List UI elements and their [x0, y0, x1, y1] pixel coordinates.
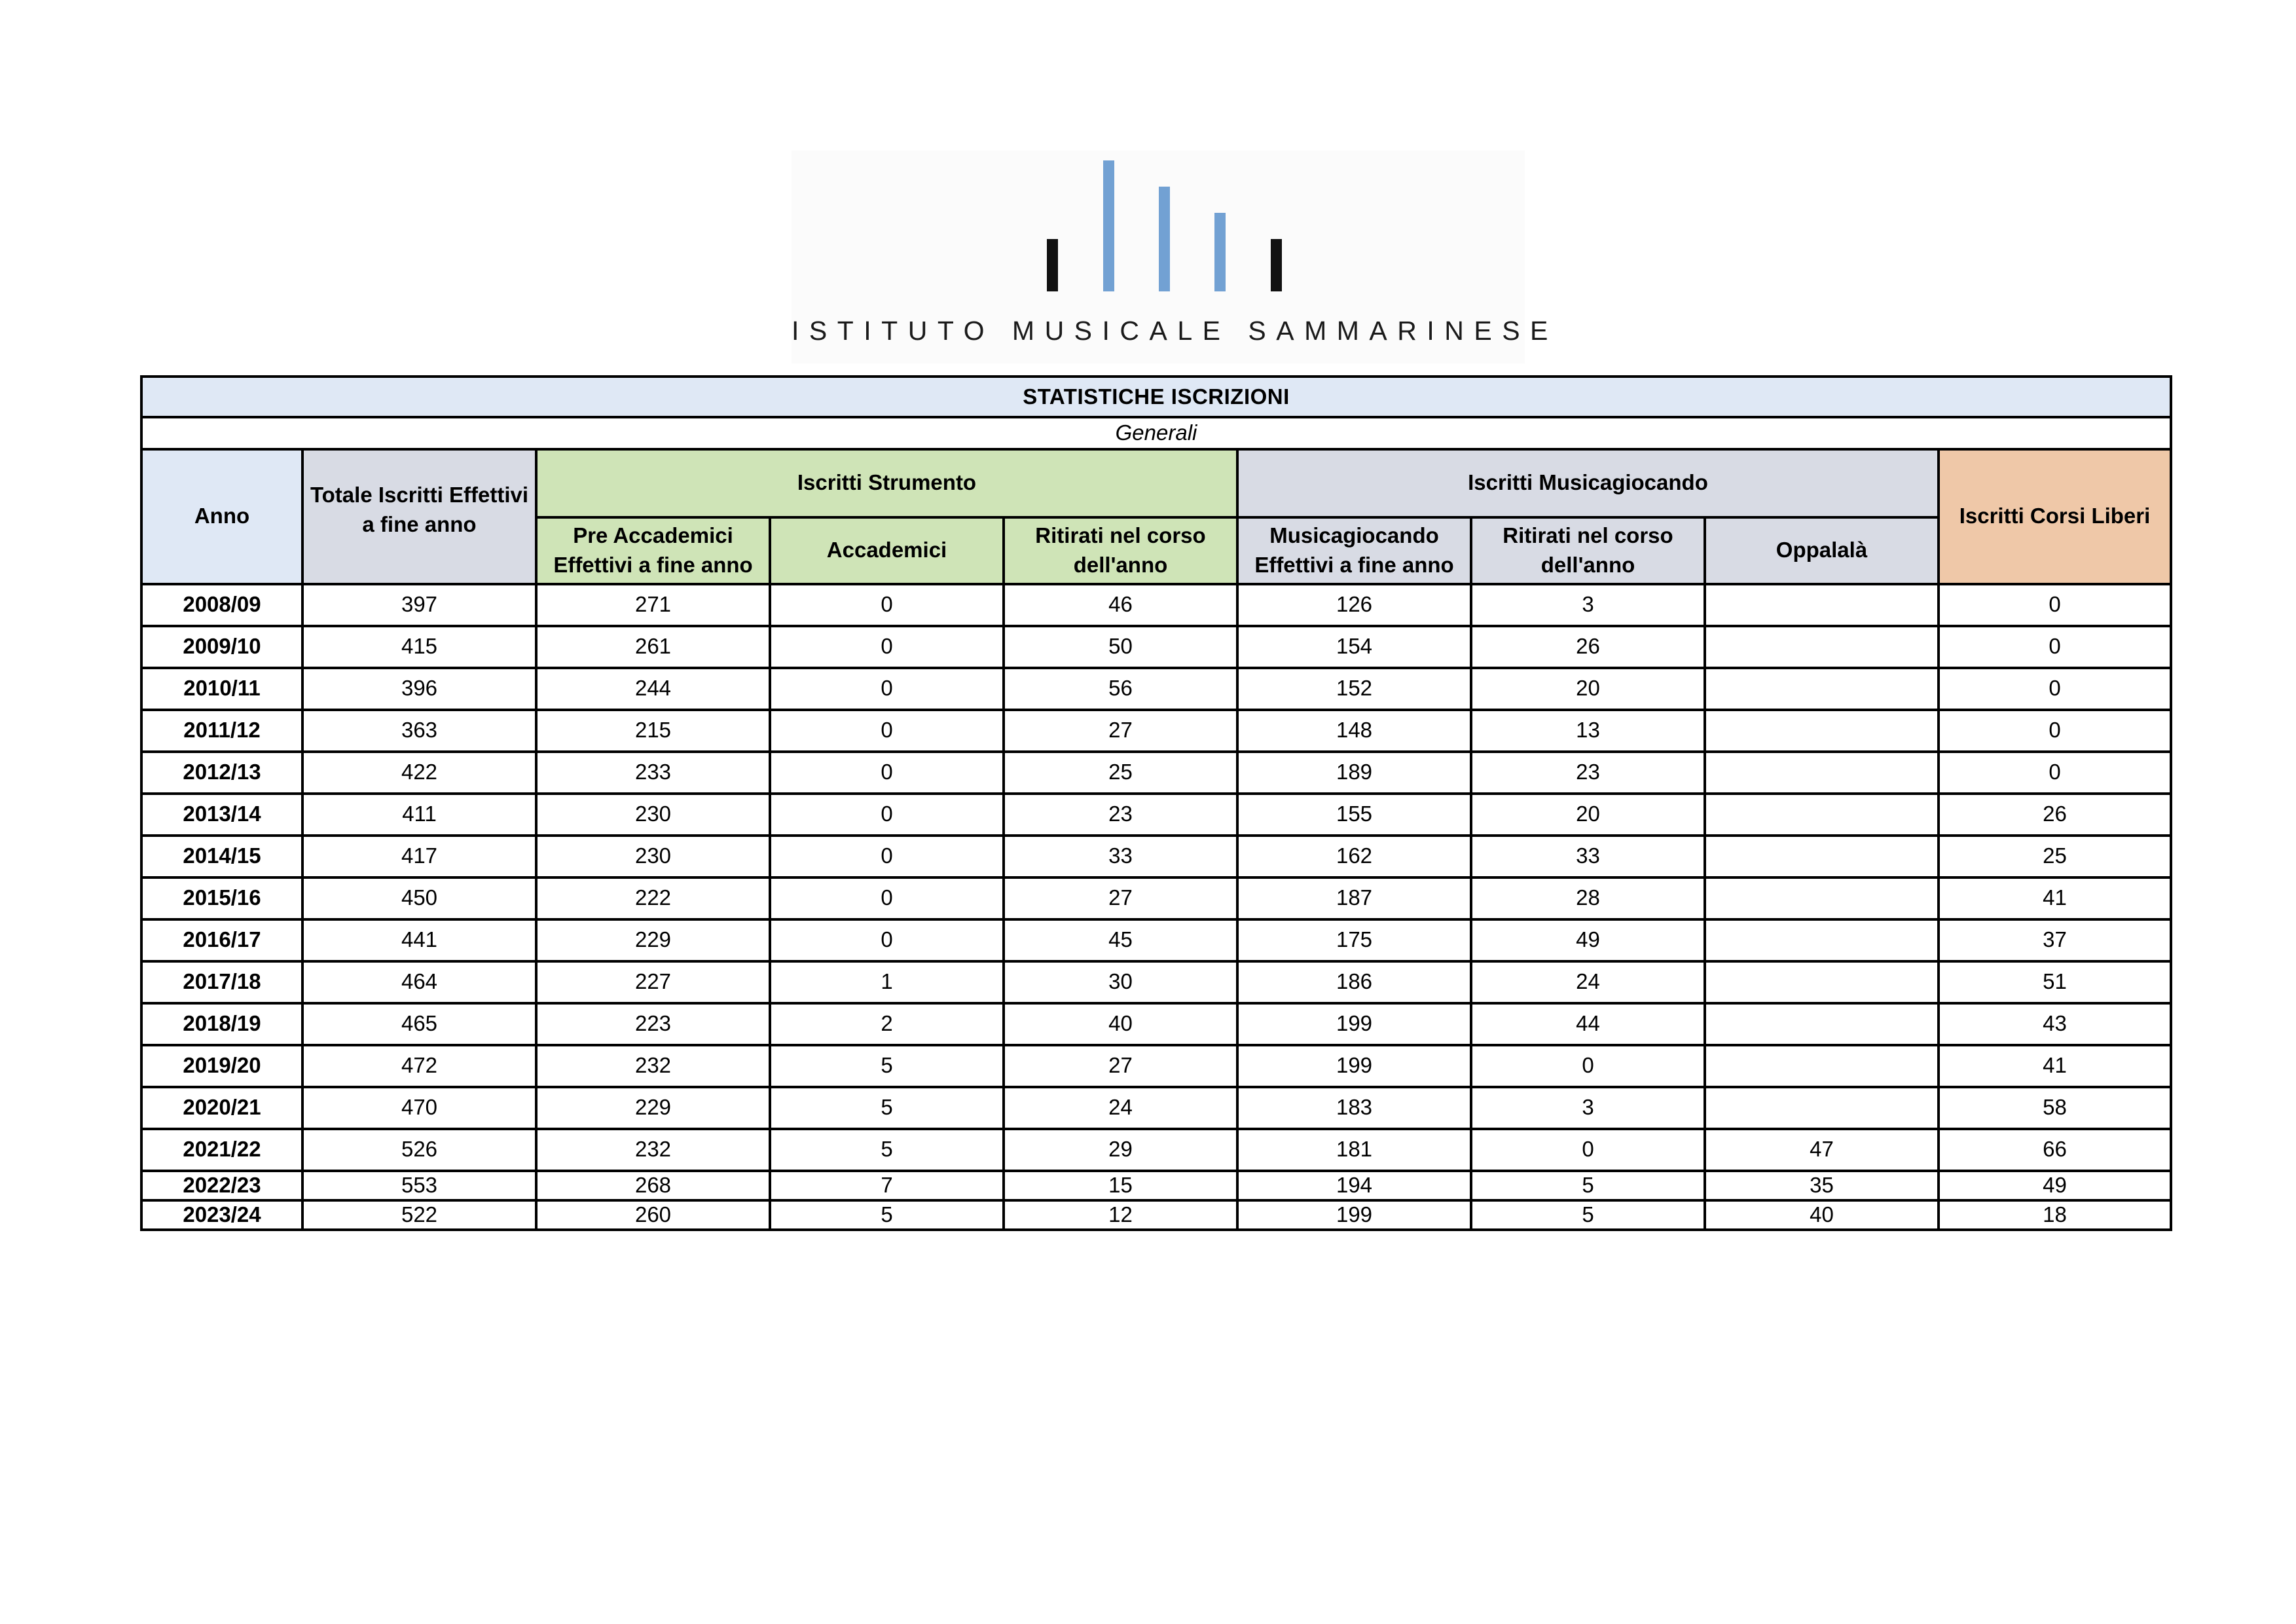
table-cell: 33 — [1004, 836, 1237, 877]
table-cell: 233 — [536, 752, 770, 794]
table-cell: 56 — [1004, 668, 1237, 710]
table-cell: 3 — [1471, 1087, 1705, 1129]
table-cell: 27 — [1004, 1045, 1237, 1087]
year-cell: 2009/10 — [141, 626, 302, 668]
table-cell: 50 — [1004, 626, 1237, 668]
table-cell: 232 — [536, 1129, 770, 1171]
table-cell: 23 — [1004, 794, 1237, 836]
table-cell: 5 — [1471, 1171, 1705, 1200]
table-cell: 0 — [1471, 1045, 1705, 1087]
table-cell: 230 — [536, 836, 770, 877]
table-cell: 199 — [1237, 1045, 1471, 1087]
header-accademici: Accademici — [770, 517, 1004, 584]
table-cell: 186 — [1237, 961, 1471, 1003]
table-row — [141, 1171, 2171, 1200]
table-cell — [1705, 877, 1939, 919]
table-row — [141, 1087, 2171, 1129]
table-cell: 20 — [1471, 668, 1705, 710]
table-row — [141, 1045, 2171, 1087]
table-cell: 3 — [1471, 584, 1705, 626]
table-row — [141, 584, 2171, 626]
table-cell — [1705, 1045, 1939, 1087]
table-cell: 181 — [1237, 1129, 1471, 1171]
header-musicagiocando: Musicagiocando Effettivi a fine anno — [1237, 517, 1471, 584]
table-cell: 41 — [1939, 877, 2171, 919]
table-cell — [1705, 961, 1939, 1003]
table-cell: 470 — [302, 1087, 536, 1129]
table-cell: 472 — [302, 1045, 536, 1087]
table-cell: 154 — [1237, 626, 1471, 668]
table-cell: 26 — [1471, 626, 1705, 668]
table-cell: 0 — [770, 710, 1004, 752]
table-cell: 27 — [1004, 877, 1237, 919]
table-cell — [1705, 584, 1939, 626]
institute-logo — [792, 151, 1558, 363]
table-cell: 5 — [770, 1045, 1004, 1087]
table-cell: 7 — [770, 1171, 1004, 1200]
table-cell: 0 — [1939, 668, 2171, 710]
table-row — [141, 961, 2171, 1003]
table-cell: 44 — [1471, 1003, 1705, 1045]
table-cell: 51 — [1939, 961, 2171, 1003]
table-cell: 0 — [770, 626, 1004, 668]
table-cell: 66 — [1939, 1129, 2171, 1171]
table-cell: 18 — [1939, 1200, 2171, 1230]
table-cell: 1 — [770, 961, 1004, 1003]
table-cell: 450 — [302, 877, 536, 919]
year-cell: 2021/22 — [141, 1129, 302, 1171]
table-cell: 227 — [536, 961, 770, 1003]
table-cell: 25 — [1939, 836, 2171, 877]
table-cell — [1705, 794, 1939, 836]
logo-bar-5 — [1271, 239, 1282, 291]
table-row — [141, 710, 2171, 752]
table-cell: 162 — [1237, 836, 1471, 877]
table-cell: 13 — [1471, 710, 1705, 752]
table-cell: 25 — [1004, 752, 1237, 794]
table-cell: 47 — [1705, 1129, 1939, 1171]
table-cell: 148 — [1237, 710, 1471, 752]
header-ritirati-strumento: Ritirati nel corso dell'anno — [1004, 517, 1237, 584]
table-row — [141, 1129, 2171, 1171]
table-cell: 464 — [302, 961, 536, 1003]
table-cell: 417 — [302, 836, 536, 877]
table-cell: 29 — [1004, 1129, 1237, 1171]
year-cell: 2011/12 — [141, 710, 302, 752]
table-cell: 422 — [302, 752, 536, 794]
year-cell: 2013/14 — [141, 794, 302, 836]
table-cell: 5 — [770, 1200, 1004, 1230]
year-cell: 2018/19 — [141, 1003, 302, 1045]
year-cell: 2016/17 — [141, 919, 302, 961]
year-cell: 2023/24 — [141, 1200, 302, 1230]
logo-bar-3 — [1159, 187, 1170, 291]
table-cell: 441 — [302, 919, 536, 961]
table-cell: 222 — [536, 877, 770, 919]
table-row — [141, 626, 2171, 668]
table-cell: 465 — [302, 1003, 536, 1045]
table-cell: 244 — [536, 668, 770, 710]
table-cell: 5 — [1471, 1200, 1705, 1230]
table-row — [141, 836, 2171, 877]
year-cell: 2017/18 — [141, 961, 302, 1003]
year-cell: 2008/09 — [141, 584, 302, 626]
table-cell: 183 — [1237, 1087, 1471, 1129]
header-corsi-liberi: Iscritti Corsi Liberi — [1939, 449, 2171, 584]
table-body — [141, 584, 2171, 1230]
table-cell: 0 — [1939, 752, 2171, 794]
table-cell: 126 — [1237, 584, 1471, 626]
table-cell: 20 — [1471, 794, 1705, 836]
table-cell: 526 — [302, 1129, 536, 1171]
table-cell — [1705, 668, 1939, 710]
table-cell: 215 — [536, 710, 770, 752]
header-anno: Anno — [141, 449, 302, 584]
year-cell: 2015/16 — [141, 877, 302, 919]
table-row — [141, 794, 2171, 836]
table-cell: 5 — [770, 1087, 1004, 1129]
table-cell: 24 — [1471, 961, 1705, 1003]
table-cell: 396 — [302, 668, 536, 710]
table-cell: 5 — [770, 1129, 1004, 1171]
table-cell: 260 — [536, 1200, 770, 1230]
table-cell: 397 — [302, 584, 536, 626]
table-cell: 0 — [770, 794, 1004, 836]
table-cell: 187 — [1237, 877, 1471, 919]
table-cell: 40 — [1705, 1200, 1939, 1230]
table-cell: 152 — [1237, 668, 1471, 710]
table-cell: 49 — [1939, 1171, 2171, 1200]
table-cell: 411 — [302, 794, 536, 836]
table-cell: 40 — [1004, 1003, 1237, 1045]
table-cell: 2 — [770, 1003, 1004, 1045]
table-cell: 0 — [770, 668, 1004, 710]
table-cell: 223 — [536, 1003, 770, 1045]
table-row — [141, 919, 2171, 961]
table-cell: 0 — [770, 919, 1004, 961]
table-cell: 229 — [536, 1087, 770, 1129]
table-cell: 37 — [1939, 919, 2171, 961]
table-cell: 229 — [536, 919, 770, 961]
table-subtitle: Generali — [141, 417, 2171, 449]
table-cell: 553 — [302, 1171, 536, 1200]
table-cell — [1705, 1087, 1939, 1129]
table-cell: 28 — [1471, 877, 1705, 919]
table-cell: 46 — [1004, 584, 1237, 626]
table-cell: 415 — [302, 626, 536, 668]
header-pre-accademici: Pre Accademici Effettivi a fine anno — [536, 517, 770, 584]
table-cell: 0 — [1939, 626, 2171, 668]
table-cell: 12 — [1004, 1200, 1237, 1230]
table-cell: 35 — [1705, 1171, 1939, 1200]
table-cell: 0 — [1939, 710, 2171, 752]
table-cell — [1705, 626, 1939, 668]
table-cell: 271 — [536, 584, 770, 626]
table-cell — [1705, 919, 1939, 961]
year-cell: 2020/21 — [141, 1087, 302, 1129]
header-ritirati-musicagiocando: Ritirati nel corso dell'anno — [1471, 517, 1705, 584]
table-cell: 0 — [770, 584, 1004, 626]
table-row — [141, 877, 2171, 919]
statistics-table — [140, 375, 2172, 1231]
header-totale-iscritti: Totale Iscritti Effettivi a fine anno — [302, 449, 536, 584]
table-cell: 0 — [770, 752, 1004, 794]
table-cell: 58 — [1939, 1087, 2171, 1129]
year-cell: 2019/20 — [141, 1045, 302, 1087]
table-row — [141, 1003, 2171, 1045]
table-cell — [1705, 710, 1939, 752]
table-cell: 522 — [302, 1200, 536, 1230]
table-row — [141, 1200, 2171, 1230]
table-cell: 24 — [1004, 1087, 1237, 1129]
table-title: STATISTICHE ISCRIZIONI — [141, 377, 2171, 417]
table-cell: 232 — [536, 1045, 770, 1087]
table-cell: 155 — [1237, 794, 1471, 836]
logo-text: ISTITUTO MUSICALE SAMMARINESE — [792, 316, 1558, 346]
table-cell: 23 — [1471, 752, 1705, 794]
year-cell: 2010/11 — [141, 668, 302, 710]
table-cell — [1705, 752, 1939, 794]
year-cell: 2012/13 — [141, 752, 302, 794]
table-row — [141, 752, 2171, 794]
header-iscritti-musicagiocando: Iscritti Musicagiocando — [1237, 449, 1939, 517]
table-cell: 199 — [1237, 1003, 1471, 1045]
table-cell: 0 — [1939, 584, 2171, 626]
table-cell: 363 — [302, 710, 536, 752]
table-cell: 261 — [536, 626, 770, 668]
table-cell: 15 — [1004, 1171, 1237, 1200]
table-cell: 175 — [1237, 919, 1471, 961]
table-cell: 26 — [1939, 794, 2171, 836]
header-oppalala: Oppalalà — [1705, 517, 1939, 584]
year-cell: 2022/23 — [141, 1171, 302, 1200]
table-cell: 27 — [1004, 710, 1237, 752]
table-cell: 268 — [536, 1171, 770, 1200]
logo-bar-1 — [1047, 239, 1058, 291]
table-cell: 199 — [1237, 1200, 1471, 1230]
table-cell: 230 — [536, 794, 770, 836]
logo-bar-4 — [1214, 213, 1226, 291]
table-cell: 33 — [1471, 836, 1705, 877]
table-cell: 43 — [1939, 1003, 2171, 1045]
table-cell: 189 — [1237, 752, 1471, 794]
logo-bar-2 — [1103, 160, 1114, 291]
table-cell: 49 — [1471, 919, 1705, 961]
table-cell — [1705, 1003, 1939, 1045]
table-cell: 30 — [1004, 961, 1237, 1003]
table-cell: 194 — [1237, 1171, 1471, 1200]
table-cell — [1705, 836, 1939, 877]
year-cell: 2014/15 — [141, 836, 302, 877]
table-cell: 45 — [1004, 919, 1237, 961]
header-iscritti-strumento: Iscritti Strumento — [536, 449, 1237, 517]
table-cell: 41 — [1939, 1045, 2171, 1087]
table-row — [141, 668, 2171, 710]
table-cell: 0 — [770, 877, 1004, 919]
table-cell: 0 — [1471, 1129, 1705, 1171]
table-cell: 0 — [770, 836, 1004, 877]
